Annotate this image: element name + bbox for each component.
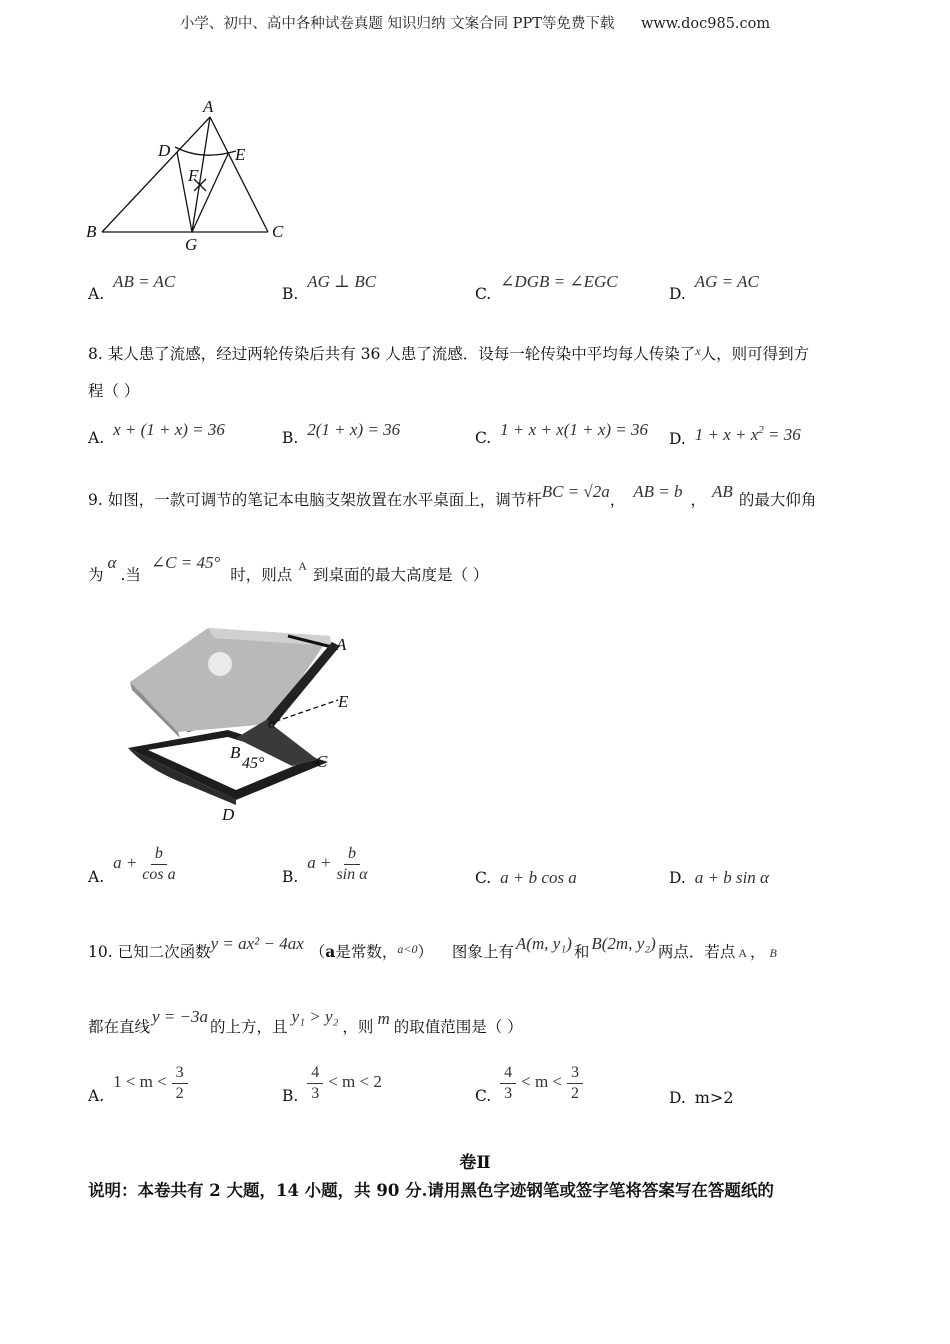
label-d: D: [158, 141, 171, 160]
fraction-denominator: cos a: [142, 865, 176, 883]
q9-line2-b: .当: [120, 566, 141, 584]
option-math: x + (1 + x) = 36: [113, 420, 225, 439]
option-letter: C.: [475, 1087, 492, 1106]
q10-math-a: A(m, y₁): [515, 934, 572, 953]
label-e: E: [235, 145, 246, 164]
laptop-stand-figure: [118, 620, 378, 830]
q8-option-a[interactable]: [88, 420, 225, 448]
q8-stem-part1: 8. 某人患了流感，经过两轮传染后共有 36 人患了流感．设每一轮传染中平均每人传染了: [88, 345, 696, 363]
q10-const: 是常数，: [335, 943, 398, 961]
label-g: G: [185, 235, 198, 254]
q8-stem: [88, 344, 809, 366]
fraction-numerator: 4: [307, 1064, 323, 1084]
option-letter: D.: [669, 869, 686, 887]
label-a: A: [336, 635, 347, 654]
label-f: F: [188, 166, 199, 185]
label-alpha: α: [268, 716, 276, 732]
q9-stem-line2: [88, 553, 489, 587]
page-header: [0, 12, 950, 33]
q8-option-b[interactable]: [282, 420, 401, 448]
q10-stem: [88, 934, 777, 964]
option-math-sup: 2: [758, 424, 764, 436]
q10-stem-line2: [88, 1007, 523, 1039]
option-math-pre: a +: [113, 853, 138, 873]
label-45-degrees: 45°: [242, 755, 265, 772]
section-note: 说明：本卷共有 2 大题，14 小题，共 90 分.请用黑色字迹钢笔或签字笔将答案写在答题纸的: [88, 1181, 774, 1200]
triangle-figure: [80, 95, 300, 260]
q8-stem-line2: 程（ ）: [88, 382, 140, 400]
fraction-denominator: 2: [570, 1084, 579, 1102]
option-math: 1 + x + x(1 + x) = 36: [500, 420, 649, 439]
option-text: m>2: [694, 1088, 734, 1107]
option-fraction: [307, 1064, 323, 1102]
q9-line2-a: 为: [88, 566, 104, 584]
option-fraction-1: [500, 1064, 516, 1102]
option-math: [695, 425, 801, 444]
q9-line2-c: 时，则点: [230, 566, 293, 584]
option-math: AG ⊥ BC: [307, 272, 377, 291]
option-letter: B.: [282, 429, 299, 447]
fraction-numerator: 4: [500, 1064, 516, 1084]
fraction-numerator: b: [344, 845, 360, 865]
q10-stem-b: 图象上有: [451, 943, 514, 961]
q8-option-d[interactable]: [669, 424, 801, 449]
q10-and: 和: [573, 943, 590, 961]
header-text: 小学、初中、高中各种试卷真题 知识归纳 文案合同 PPT等免费下载: [179, 16, 615, 32]
q10-option-a[interactable]: [88, 1064, 188, 1106]
option-letter: A.: [88, 285, 105, 303]
q10-a: a: [325, 942, 336, 961]
label-e: E: [338, 692, 349, 711]
option-fraction: [336, 845, 367, 883]
q7-option-c[interactable]: [475, 272, 618, 304]
q9-option-a[interactable]: [88, 845, 176, 887]
option-math: AB = AC: [113, 272, 176, 291]
q9-math-angle: ∠C = 45°: [150, 553, 221, 572]
option-fraction-2: [567, 1064, 583, 1102]
label-c: C: [316, 752, 328, 771]
q10-option-b[interactable]: [282, 1064, 382, 1106]
label-b: B: [86, 222, 97, 241]
label-a: A: [203, 97, 214, 116]
option-math-post: < m < 2: [328, 1072, 382, 1092]
option-letter: A.: [88, 868, 105, 887]
label-d: D: [222, 805, 235, 824]
q9-math-ab2: AB: [712, 482, 733, 501]
option-letter: B.: [282, 1087, 299, 1106]
section-title: 卷Ⅱ: [459, 1153, 491, 1173]
q10-a-cond: a<0: [397, 942, 418, 956]
option-math: AG = AC: [694, 272, 759, 291]
fraction-numerator: b: [151, 845, 167, 865]
segment-dg: [177, 152, 192, 232]
q10-math-b: B(2m, y₂): [591, 934, 656, 953]
q9-stem: [88, 482, 817, 512]
option-math: ∠DGB = ∠EGC: [500, 272, 618, 291]
option-math-pre: a +: [307, 853, 332, 873]
option-math-pre: 1 < m <: [113, 1072, 167, 1092]
q9-math-point-a: A: [298, 559, 307, 573]
q9-sep2: ，: [690, 491, 707, 509]
stand-base: [128, 730, 328, 805]
q10-line2-a: 都在直线: [88, 1018, 151, 1036]
q10-math-ineq: y₁ > y₂: [291, 1007, 339, 1026]
q10-paren-open: （: [309, 943, 326, 961]
q10-stem-c: 两点．若点: [657, 943, 736, 961]
q8-option-c[interactable]: [475, 420, 649, 448]
option-fraction: [142, 845, 175, 883]
q9-line2-d: 到桌面的最大高度是（ ）: [312, 566, 489, 584]
option-letter: D.: [669, 285, 686, 303]
option-letter: D.: [669, 430, 686, 448]
option-letter: A.: [88, 1087, 105, 1106]
q7-option-d[interactable]: [669, 272, 759, 304]
q10-stem-a: 10. 已知二次函数: [88, 943, 211, 961]
fraction-denominator: sin α: [336, 865, 368, 883]
fraction-denominator: 2: [175, 1084, 184, 1102]
q10-line2-b: 的上方，且: [210, 1018, 288, 1036]
option-math-pre: 1 + x + x: [694, 425, 759, 444]
fraction-numerator: 3: [172, 1064, 188, 1084]
q9-stem-b: 的最大仰角: [738, 491, 817, 509]
option-math-mid: < m <: [521, 1072, 563, 1092]
label-c: C: [272, 222, 284, 241]
q9-sep1: ，: [609, 491, 626, 509]
option-letter: B.: [282, 868, 299, 887]
q10-option-c[interactable]: [475, 1064, 583, 1106]
option-math: 2(1 + x) = 36: [307, 420, 401, 439]
option-letter: A.: [88, 429, 105, 447]
q9-math-ab: AB = b: [633, 482, 683, 501]
q10-option-d[interactable]: [669, 1088, 734, 1107]
q10-line2-d: 的取值范围是（ ）: [393, 1018, 523, 1036]
option-math-post: = 36: [763, 425, 801, 444]
option-letter: C.: [475, 429, 492, 447]
header-url: www.doc985.com: [640, 16, 771, 32]
q10-point-b: B: [769, 946, 777, 960]
q8-stem-part2: 人，则可得到方: [700, 345, 810, 363]
option-math: a + b cos a: [500, 868, 577, 887]
fraction-denominator: 3: [311, 1084, 320, 1102]
label-b: B: [230, 743, 241, 762]
option-letter: C.: [475, 285, 492, 303]
q10-math-func: y = ax² − 4ax: [210, 934, 304, 953]
q9-stem-a: 9. 如图，一款可调节的笔记本电脑支架放置在水平桌面上，调节杆: [88, 491, 542, 509]
q7-option-b[interactable]: [282, 272, 377, 304]
option-letter: D.: [669, 1089, 686, 1107]
q7-option-a[interactable]: [88, 272, 176, 304]
q10-math-m: m: [377, 1009, 390, 1028]
q10-point-a: A: [738, 946, 748, 960]
q9-math-alpha: α: [107, 553, 117, 572]
q10-line2-c: ，则: [342, 1018, 374, 1036]
q9-math-bc: BC = √2a: [541, 482, 610, 501]
q9-option-c[interactable]: [475, 868, 577, 888]
option-letter: C.: [475, 869, 492, 887]
q9-option-b[interactable]: [282, 845, 368, 887]
option-letter: B.: [282, 285, 299, 303]
q10-math-line: y = −3a: [152, 1007, 209, 1026]
q10-paren-close: ）: [417, 943, 433, 961]
fraction-numerator: 3: [567, 1064, 583, 1084]
q10-comma: ，: [750, 943, 766, 961]
option-fraction: [172, 1064, 188, 1102]
fraction-denominator: 3: [504, 1084, 513, 1102]
option-math: a + b sin α: [694, 868, 769, 887]
q9-option-d[interactable]: [669, 868, 769, 888]
q8-var-x: x: [695, 344, 701, 358]
